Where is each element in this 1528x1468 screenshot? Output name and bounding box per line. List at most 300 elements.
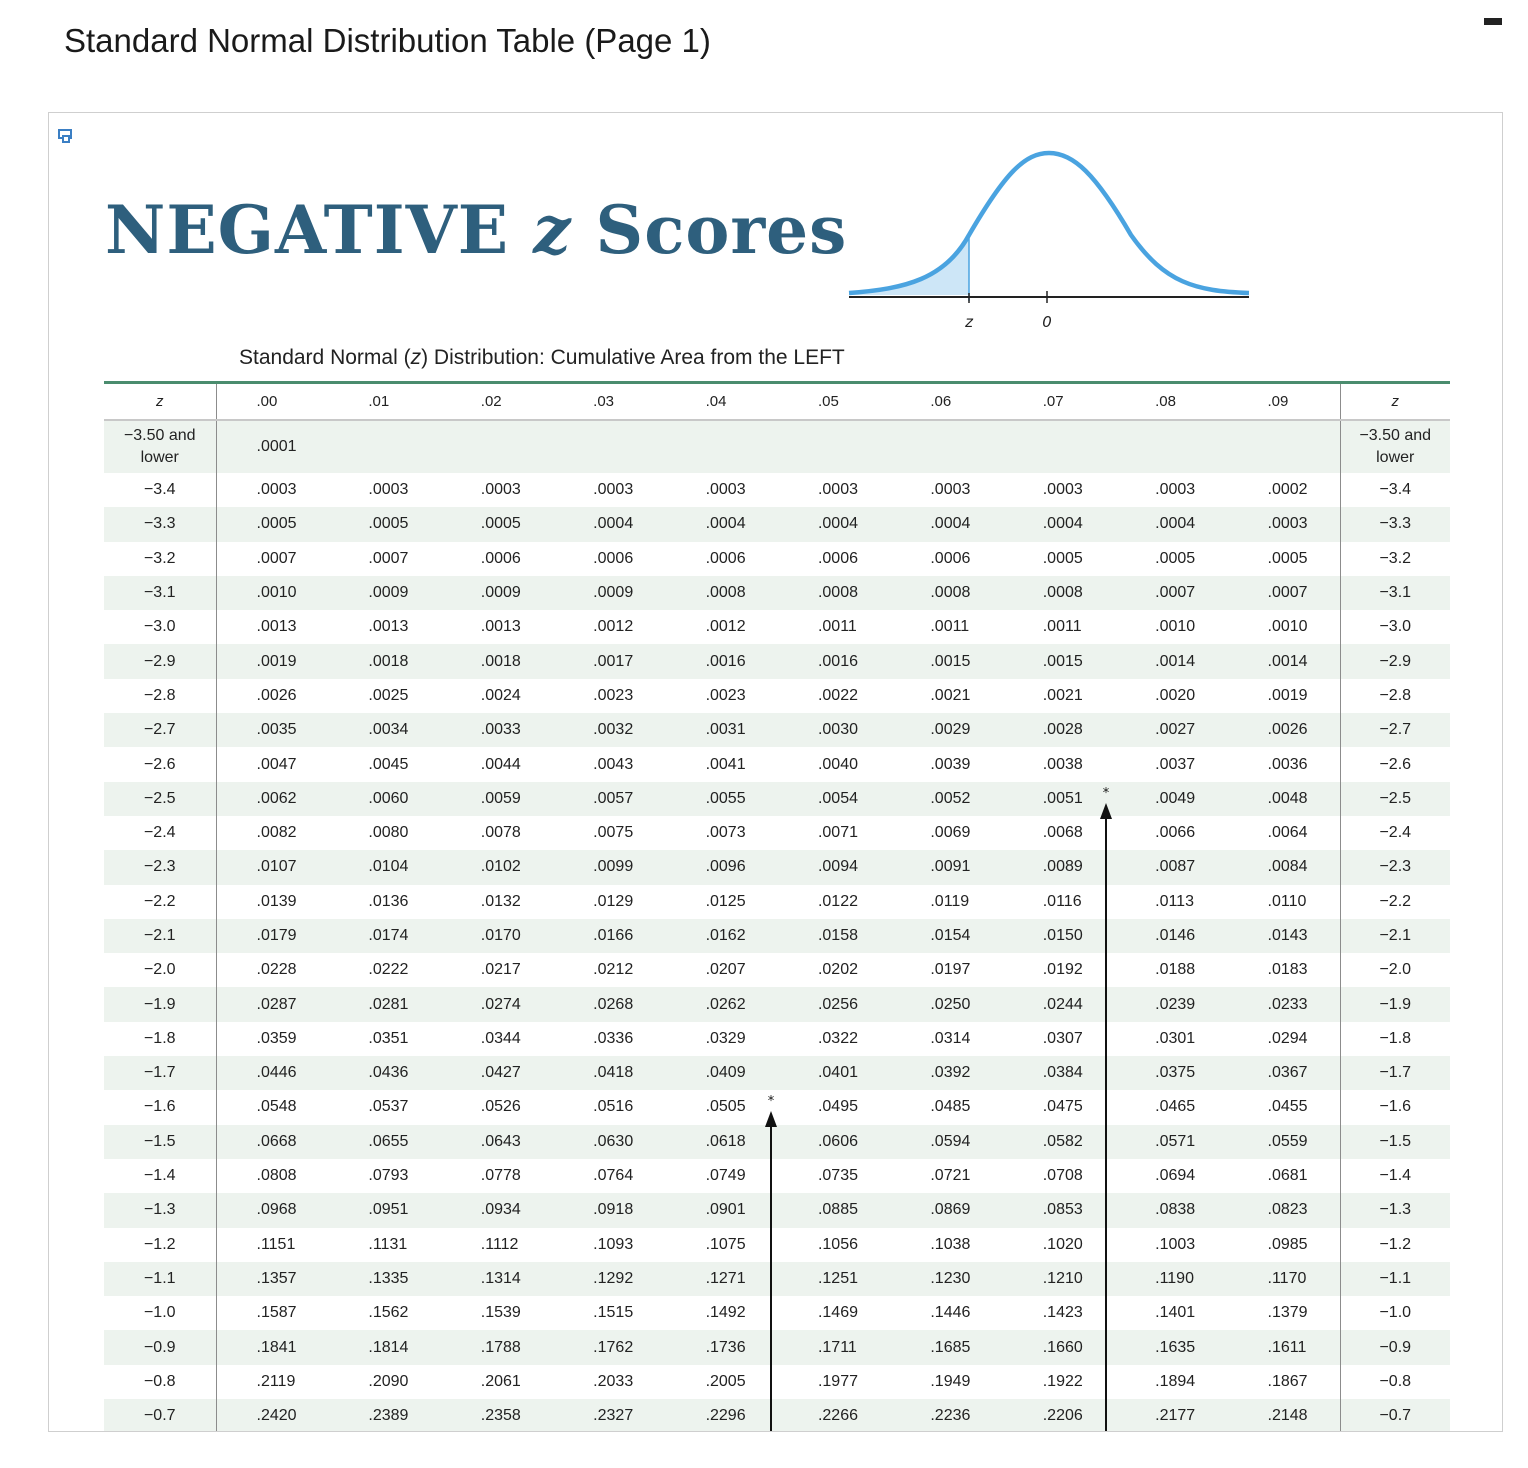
table-cell: .0188 [1155,961,1196,979]
row-z-right: −0.7 [1340,1399,1450,1432]
column-header: .05 [778,383,890,421]
table-cell: .0808 [256,1167,297,1185]
table-cell: .0026 [256,686,297,704]
row-z-right: −2.5 [1340,782,1450,816]
table-cell: .0032 [553,713,665,747]
table-cell: .0041 [705,755,746,773]
table-cell: .0003 [368,481,409,499]
row-z-right: −2.8 [1340,679,1450,713]
table-cell: .0132 [480,892,521,910]
row-z-left: −2.4 [104,816,216,850]
table-cell: .2119 [256,1372,296,1390]
table-cell: .0485 [930,1098,971,1116]
table-cell: .2389 [328,1399,440,1432]
table-cell: .0099 [553,850,665,884]
table-cell: .0089 [1003,850,1115,884]
table-cell: .0029 [890,713,1002,747]
caption-prefix: Standard Normal ( [239,346,411,369]
z-table [104,381,1450,1432]
table-cell: .0007 [1115,576,1227,610]
table-cell: .0002 [1267,481,1308,499]
table-cell [553,420,665,473]
row-z-left: −1.4 [104,1159,216,1193]
table-cell: .0010 [1267,618,1308,636]
table-cell: .0021 [930,686,971,704]
table-cell: .0721 [930,1167,971,1185]
table-cell: .1469 [817,1304,858,1322]
table-cell: .0143 [1228,919,1340,953]
table-cell: .0116 [1042,892,1082,910]
table-cell: .0005 [1155,549,1196,567]
table-cell: .0268 [553,987,665,1021]
table-cell: .0643 [441,1125,553,1159]
table-cell: .0062 [216,782,328,816]
table-cell: .2206 [1003,1399,1115,1432]
table-cell: .0045 [368,755,409,773]
row-z-right: −1.4 [1340,1159,1450,1193]
table-cell: .0409 [666,1056,778,1090]
row-z-right: −2.6 [1340,747,1450,781]
table-cell: .0013 [480,618,521,636]
row-z-right: −1.1 [1340,1262,1450,1296]
row-z-right: −1.5 [1340,1125,1450,1159]
table-cell: .0057 [553,782,665,816]
table-cell [1115,420,1227,473]
table-cell: .0034 [328,713,440,747]
table-cell: .1230 [890,1262,1002,1296]
table-cell: .0006 [930,549,971,567]
table-cell: .1762 [553,1330,665,1364]
table-cell: .0038 [1042,755,1083,773]
table-cell: .0043 [593,755,634,773]
table-cell: .0793 [368,1167,409,1185]
row-z-left: −1.0 [104,1296,216,1330]
table-cell: .0122 [817,892,858,910]
table-cell: .1170 [1228,1262,1340,1296]
row-z-left: −1.2 [104,1228,216,1262]
table-cell: .0007 [368,549,409,567]
table-cell: .0003 [817,481,858,499]
zero-label: 0 [1042,313,1052,331]
table-cell: .0901 [666,1193,778,1227]
table-cell: .0427 [441,1056,553,1090]
table-cell: .0446 [216,1056,328,1090]
table-cell: .0455 [1267,1098,1308,1116]
table-cell: .0004 [1003,507,1115,541]
asterisk-right: * [1102,786,1110,801]
row-z-left: −2.1 [104,919,216,953]
table-cell: .0039 [930,755,971,773]
column-header: .07 [1003,383,1115,421]
table-cell: .1357 [216,1262,328,1296]
table-cell: .0069 [930,824,971,842]
table-cell: .0014 [1115,644,1227,678]
table-cell: .0475 [1042,1098,1083,1116]
table-row [104,420,1450,473]
table-cell: .0281 [328,987,440,1021]
table-cell: .1635 [1115,1330,1227,1364]
table-cell [441,420,553,473]
table-row [104,1262,1450,1296]
heading-prefix: NEGATIVE [105,191,534,269]
table-cell: .0202 [817,961,858,979]
table-cell: .0222 [368,961,409,979]
row-z-left: −2.6 [104,747,216,781]
row-z-left: −1.7 [104,1056,216,1090]
table-cell: .1922 [1042,1372,1083,1390]
table-cell: .0084 [1228,850,1340,884]
table-cell: .0078 [480,824,521,842]
table-cell: .0022 [817,686,858,704]
table-cell: .0582 [1003,1125,1115,1159]
row-z-right: −1.0 [1340,1296,1450,1330]
row-z-right: −1.2 [1340,1228,1450,1262]
table-cell: .0004 [553,507,665,541]
table-cell: .0681 [1267,1167,1308,1185]
table-cell: .0049 [1115,782,1227,816]
row-z-right: −3.3 [1340,507,1450,541]
row-z-right: −3.2 [1340,542,1450,576]
table-cell: .0001 [216,420,328,473]
table-cell: .0559 [1228,1125,1340,1159]
table-cell: .1423 [1042,1304,1083,1322]
table-cell: .0011 [930,618,970,636]
table-cell: .0023 [705,686,746,704]
table-cell: .0005 [1267,549,1308,567]
row-z-left: −2.0 [104,953,216,987]
z-label: z [965,313,973,331]
table-cell: .0668 [216,1125,328,1159]
table-cell: .0028 [1003,713,1115,747]
table-cell: .1003 [1155,1235,1196,1253]
table-cell: .0314 [930,1029,971,1047]
row-z-right: −2.9 [1340,644,1450,678]
row-z-right: −2.3 [1340,850,1450,884]
table-cell: .0003 [480,481,521,499]
table-cell [1003,420,1115,473]
table-cell: .1271 [666,1262,778,1296]
table-cell: .0003 [256,481,297,499]
table-cell: .1401 [1155,1304,1196,1322]
row-z-right: −2.2 [1340,885,1450,919]
table-cell: .0708 [1042,1167,1083,1185]
table-cell: .1977 [817,1372,858,1390]
row-z-right: −1.7 [1340,1056,1450,1090]
column-header: .08 [1115,383,1227,421]
table-cell: .0031 [666,713,778,747]
table-cell: .0004 [890,507,1002,541]
table-cell: .0004 [778,507,890,541]
table-cell: .1685 [890,1330,1002,1364]
table-cell: .0207 [705,961,746,979]
z-header-right: z [1340,383,1450,421]
table-cell: .1379 [1267,1304,1308,1322]
table-cell: .1131 [368,1235,408,1253]
table-cell: .0256 [778,987,890,1021]
table-cell: .0158 [778,919,890,953]
row-z-right: −1.9 [1340,987,1450,1021]
table-cell: .0016 [666,644,778,678]
table-cell [778,420,890,473]
table-cell: .0006 [480,549,521,567]
table-cell: .1314 [441,1262,553,1296]
table-cell: .2358 [441,1399,553,1432]
table-cell: .0008 [890,576,1002,610]
table-cell: .0030 [778,713,890,747]
table-cell: .2033 [593,1372,634,1390]
table-cell: .1562 [368,1304,409,1322]
table-cell: .0082 [256,824,297,842]
table-cell: .0024 [480,686,521,704]
heading-suffix: Scores [571,191,848,269]
table-row [104,1330,1450,1364]
table-cell: .0274 [441,987,553,1021]
table-cell: .0107 [216,850,328,884]
table-cell: .1515 [593,1304,634,1322]
expand-icon[interactable] [57,127,75,145]
table-cell: .0228 [256,961,297,979]
table-cell: .0869 [890,1193,1002,1227]
table-row [104,1228,1450,1262]
page-title: Standard Normal Distribution Table (Page 1) [64,22,711,59]
table-row [104,1365,1450,1399]
table-row [104,1399,1450,1432]
table-cell: .0154 [890,919,1002,953]
table-row [104,953,1450,987]
table-cell: .2327 [553,1399,665,1432]
table-cell: .0012 [705,618,746,636]
row-z-left: −0.7 [104,1399,216,1432]
table-cell: .0125 [705,892,746,910]
table-cell: .0918 [553,1193,665,1227]
table-cell: .1660 [1003,1330,1115,1364]
table-cell: .0150 [1003,919,1115,953]
table-cell: .2090 [368,1372,409,1390]
table-cell: .0059 [441,782,553,816]
table-cell: .0012 [593,618,634,636]
heading-z: z [533,191,572,269]
table-cell: .0170 [441,919,553,953]
table-cell: .0007 [256,549,297,567]
table-row [104,1090,1450,1124]
table-cell: .0344 [480,1029,521,1047]
table-row [104,1022,1450,1056]
table-cell: .0104 [328,850,440,884]
table-cell: .0401 [778,1056,890,1090]
table-cell: .0262 [666,987,778,1021]
table-cell: .0005 [328,507,440,541]
row-z-left: −3.2 [104,542,216,576]
asterisk-left: * [767,1094,775,1109]
row-z-left: −2.2 [104,885,216,919]
table-row [104,1193,1450,1227]
row-z-left: −1.1 [104,1262,216,1296]
row-z-left: −2.5 [104,782,216,816]
table-cell: .0110 [1267,892,1307,910]
row-z-left: −3.3 [104,507,216,541]
table-cell: .0537 [368,1098,409,1116]
table-row [104,1159,1450,1193]
table-cell: .0384 [1003,1056,1115,1090]
table-cell: .0465 [1155,1098,1196,1116]
table-cell: .0025 [368,686,409,704]
table-cell: .0436 [328,1056,440,1090]
table-row [104,747,1450,781]
table-cell: .0146 [1115,919,1227,953]
table-cell: .0009 [553,576,665,610]
table-cell: .0037 [1155,755,1196,773]
table-cell: .0055 [666,782,778,816]
table-row [104,473,1450,507]
caption-z: z [410,346,422,369]
table-cell: .1446 [930,1304,971,1322]
bell-curve [849,153,1249,293]
table-cell: .0351 [368,1029,409,1047]
table-cell: .0322 [817,1029,858,1047]
table-cell: .0618 [666,1125,778,1159]
table-cell: .0006 [705,549,746,567]
table-cell: .0392 [890,1056,1002,1090]
row-z-right: −1.8 [1340,1022,1450,1056]
table-cell: .0749 [705,1167,746,1185]
normal-curve-illustration [845,143,1255,343]
row-z-left: −2.7 [104,713,216,747]
table-cell: .2177 [1115,1399,1227,1432]
table-cell: .0244 [1003,987,1115,1021]
column-header: .02 [441,383,553,421]
table-cell: .1841 [216,1330,328,1364]
table-cell: .1020 [1042,1235,1083,1253]
table-cell: .0007 [1228,576,1340,610]
table-cell: .0162 [666,919,778,953]
table-cell: .0287 [216,987,328,1021]
minimize-icon[interactable] [1484,18,1502,25]
table-cell: .0015 [890,644,1002,678]
table-cell: .0336 [593,1029,634,1047]
table-cell: .1894 [1155,1372,1196,1390]
table-cell: .0017 [553,644,665,678]
row-z-right: −1.6 [1340,1090,1450,1124]
table-row [104,644,1450,678]
table-cell: .0052 [890,782,1002,816]
table-cell: .2061 [480,1372,521,1390]
table-cell: .0838 [1115,1193,1227,1227]
table-cell: .0197 [930,961,971,979]
table-cell: .0571 [1115,1125,1227,1159]
table-cell: .1814 [328,1330,440,1364]
table-cell: .1711 [778,1330,890,1364]
table-cell: .1093 [593,1235,634,1253]
table-cell: .0008 [778,576,890,610]
table-cell: .0026 [1228,713,1340,747]
table-cell: .0020 [1155,686,1196,704]
table-cell: .0019 [1267,686,1308,704]
table-cell: .1151 [256,1235,296,1253]
table-cell: .0036 [1267,755,1308,773]
row-z-right: −0.8 [1340,1365,1450,1399]
column-header: .00 [216,383,328,421]
row-z-right: −3.1 [1340,576,1450,610]
table-figure [48,112,1503,1432]
table-cell: .0985 [1267,1235,1308,1253]
table-cell: .0307 [1042,1029,1083,1047]
row-z-left: −2.9 [104,644,216,678]
table-cell: .0010 [216,576,328,610]
row-z-right: −3.0 [1340,610,1450,644]
table-cell: .0329 [705,1029,746,1047]
table-cell: .0008 [1003,576,1115,610]
table-cell: .0015 [1003,644,1115,678]
table-cell: .0004 [666,507,778,541]
table-cell: .0174 [328,919,440,953]
row-z-right: −3.4 [1340,473,1450,507]
table-cell: .0003 [1155,481,1196,499]
table-cell: .0047 [256,755,297,773]
table-cell: .0011 [817,618,857,636]
table-row [104,885,1450,919]
table-cell: .0764 [593,1167,634,1185]
table-cell: .0968 [216,1193,328,1227]
table-cell: .0192 [1042,961,1083,979]
table-cell: .0778 [480,1167,521,1185]
table-cell: .0367 [1228,1056,1340,1090]
table-cell: .1949 [930,1372,971,1390]
table-cell: .0068 [1042,824,1083,842]
table-cell: .1112 [480,1235,519,1253]
table-cell [328,420,440,473]
table-cell: .0003 [705,481,746,499]
column-header: .09 [1228,383,1340,421]
table-cell: .0630 [553,1125,665,1159]
table-row [104,816,1450,850]
table-row [104,576,1450,610]
table-cell: .0003 [593,481,634,499]
column-header: .01 [328,383,440,421]
table-row [104,850,1450,884]
table-cell: .0179 [216,919,328,953]
table-cell: .1190 [1115,1262,1227,1296]
z-header-left: z [104,383,216,421]
table-cell: .0113 [1155,892,1194,910]
table-cell: .0136 [368,892,409,910]
row-z-left: −1.5 [104,1125,216,1159]
table-cell: .0006 [593,549,634,567]
row-z-left: −1.8 [104,1022,216,1056]
row-z-left: −3.0 [104,610,216,644]
table-cell: .1788 [441,1330,553,1364]
table-cell: .1335 [328,1262,440,1296]
table-cell: .0014 [1228,644,1340,678]
row-z-left: −2.3 [104,850,216,884]
table-cell: .0023 [593,686,634,704]
table-cell: .1587 [256,1304,297,1322]
table-row [104,919,1450,953]
table-cell: .0027 [1115,713,1227,747]
table-cell: .0129 [593,892,634,910]
table-cell: .0516 [593,1098,634,1116]
row-z-right: −3.50 and lower [1340,420,1450,473]
table-cell: .0853 [1003,1193,1115,1227]
row-z-left: −1.9 [104,987,216,1021]
table-cell: .0016 [778,644,890,678]
figure-heading [105,191,847,269]
table-cell: .2236 [890,1399,1002,1432]
table-cell: .1038 [930,1235,971,1253]
table-row [104,782,1450,816]
row-z-left: −0.8 [104,1365,216,1399]
table-cell: .0048 [1228,782,1340,816]
table-cell: .2420 [216,1399,328,1432]
